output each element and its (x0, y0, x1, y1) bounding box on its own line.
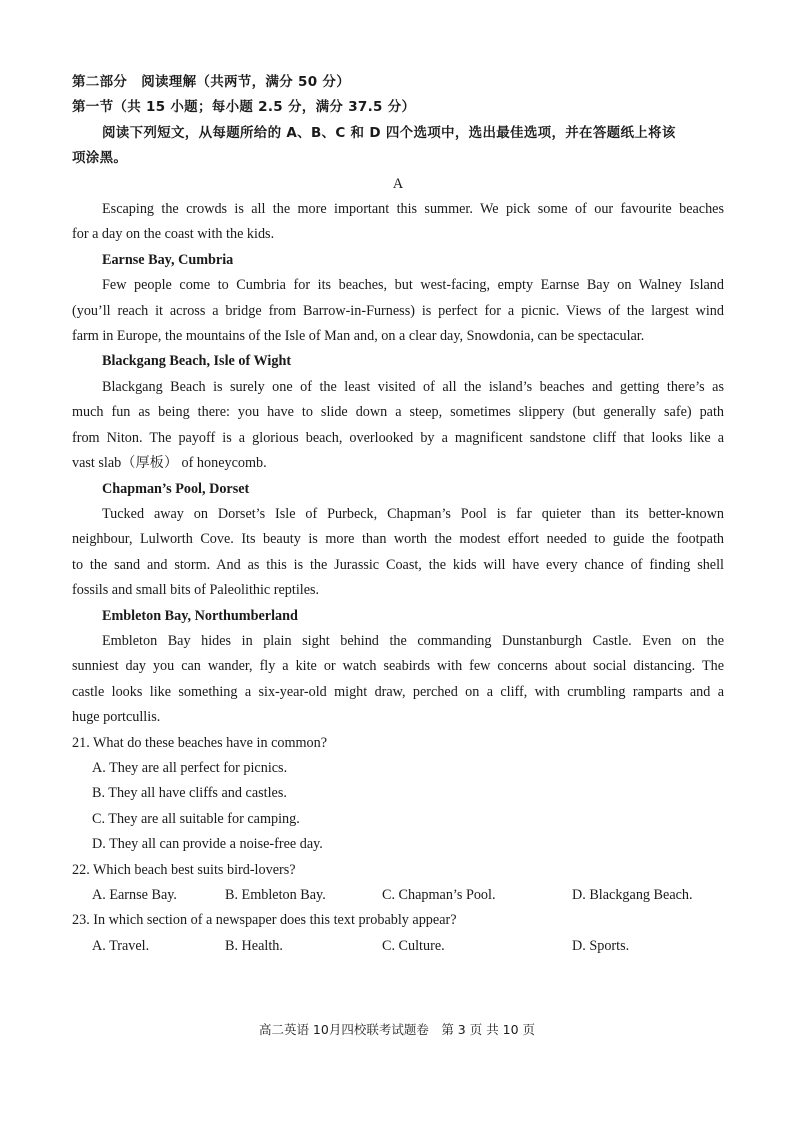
paragraph-line: Embleton Bay hides in plain sight behind the commanding Dunstanburgh Castle. Even on the (102, 632, 724, 649)
paragraph-line: much fun as being there: you have to slide down a steep, sometimes slippery (but generally safe) path (72, 404, 724, 421)
question-text: 22. Which beach best suits bird-lovers? (72, 861, 296, 878)
option-d[interactable]: D. They all can provide a noise-free day. (92, 836, 323, 853)
paragraph-line: vast slab（厚板） of honeycomb. (72, 455, 267, 472)
passage-label: A (392, 175, 404, 192)
paragraph-line: castle looks like something a six-year-old might draw, perched on a cliff, with crumbling ramparts and a (72, 683, 724, 700)
question-21 (72, 731, 724, 858)
paragraph-line: for a day on the coast with the kids. (72, 226, 275, 243)
paragraph-line: from Niton. The payoff is a glorious beach, overlooked by a magnificent sandstone cliff that looks like a (72, 429, 724, 446)
question-22 (72, 858, 724, 909)
paragraph-line: fossils and small bits of Paleolithic reptiles. (72, 582, 320, 599)
beach-heading: Earnse Bay, Cumbria (102, 251, 234, 268)
beach-paragraph (72, 375, 724, 477)
option-a[interactable]: A. Earnse Bay. (92, 887, 177, 903)
passage-intro (72, 197, 724, 248)
paragraph-line: (you’ll reach it across a bridge from Barrow-in-Furness) is perfect for a picnic. Views of the largest wind (72, 302, 724, 319)
part-heading (72, 70, 724, 95)
option-b[interactable]: B. Health. (225, 937, 283, 954)
option-c[interactable]: C. They are all suitable for camping. (92, 810, 300, 827)
beach-paragraph (72, 502, 724, 604)
exam-page (72, 70, 724, 959)
option-a[interactable]: A. Travel. (92, 937, 150, 954)
paragraph-line: Few people come to Cumbria for its beaches, but west-facing, empty Earnse Bay on Walney Island (102, 277, 724, 294)
paragraph-line: Blackgang Beach is surely one of the least visited of all the island’s beaches and getting there’s as (102, 378, 724, 395)
section-heading: 第一节（共 15 小题；每小题 2.5 分，满分 37.5 分） (72, 99, 416, 116)
paragraph-line: huge portcullis. (72, 709, 161, 726)
question-text: 21. What do these beaches have in common? (72, 734, 328, 751)
option-b[interactable]: B. Embleton Bay. (225, 887, 326, 903)
option-c[interactable]: C. Culture. (382, 937, 445, 954)
paragraph-line: Escaping the crowds is all the more important this summer. We pick some of our favourite beaches (102, 201, 724, 218)
beach-heading: Blackgang Beach, Isle of Wight (102, 353, 292, 370)
option-d[interactable]: D. Blackgang Beach. (572, 887, 693, 903)
page-footer: 高二英语 10月四校联考试题卷 第 3 页 共 10 页 (258, 1022, 536, 1037)
beach-heading: Embleton Bay, Northumberland (102, 607, 298, 624)
question-23 (72, 908, 724, 959)
question-options (72, 934, 724, 959)
question-options (72, 883, 724, 908)
paragraph-line: farm in Europe, the mountains of the Isle of Man and, on a clear day, Snowdonia, can be spectacular. (72, 328, 645, 345)
option-b[interactable]: B. They all have cliffs and castles. (92, 785, 287, 802)
question-text: 23. In which section of a newspaper does this text probably appear? (72, 912, 457, 929)
option-a[interactable]: A. They are all perfect for picnics. (92, 759, 288, 776)
instruction-line-2: 项涂黑。 (72, 150, 128, 167)
paragraph-line: to the sand and storm. And as this is the Jurassic Coast, the kids will have every chance of finding shell (72, 556, 724, 573)
part-title: 阅读理解（共两节，满分 50 分） (141, 74, 350, 90)
beach-paragraph (72, 629, 724, 731)
paragraph-line: neighbour, Lulworth Cove. Its beauty is more than worth the modest effort needed to guide the footpath (72, 531, 724, 548)
paragraph-line: Tucked away on Dorset’s Isle of Purbeck, Chapman’s Pool is far quieter than its better-known (102, 505, 724, 522)
paragraph-line: sunniest day you can wander, fly a kite or watch seabirds with few concerns about social distancing. The (72, 658, 724, 675)
question-options (72, 756, 724, 858)
option-d[interactable]: D. Sports. (572, 937, 630, 954)
beach-heading: Chapman’s Pool, Dorset (102, 480, 250, 497)
instruction-line-1: 阅读下列短文，从每题所给的 A、B、C 和 D 四个选项中，选出最佳选项，并在答题纸上将该 (102, 124, 676, 141)
beach-paragraph (72, 273, 724, 349)
part-label: 第二部分 (72, 74, 128, 90)
option-c[interactable]: C. Chapman’s Pool. (382, 887, 496, 903)
